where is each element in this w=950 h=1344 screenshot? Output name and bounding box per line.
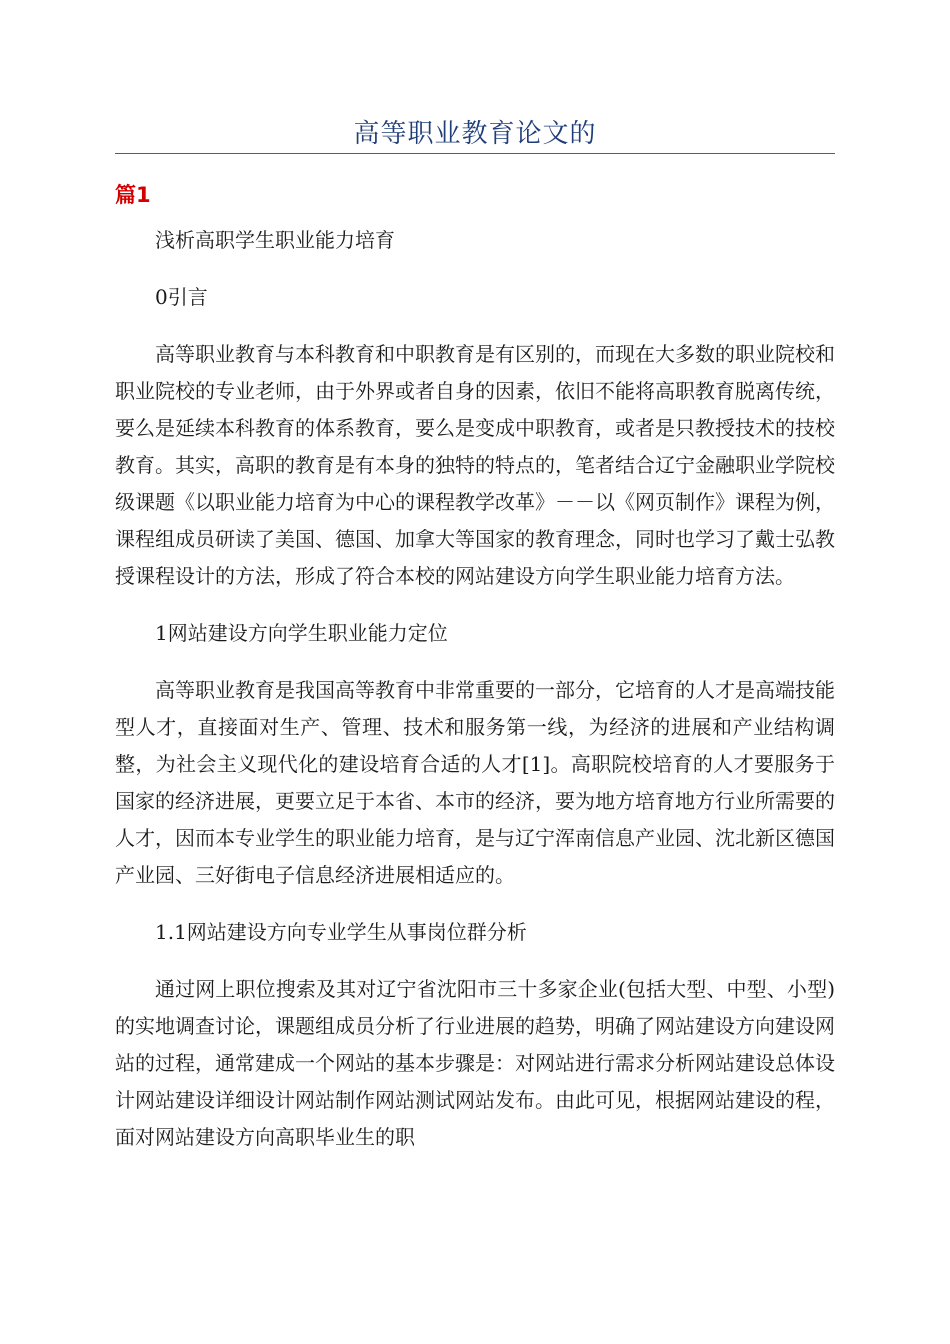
section1-paragraph: 高等职业教育是我国高等教育中非常重要的一部分，它培育的人才是高端技能型人才，直接面对生产、管理、技术和服务第一线，为经济的进展和产业结构调整，为社会主义现代化的建设培育合适的人才[1]。高职院校培育的人才要服务于国家的经济进展，更要立足于本省、本市的经济，要为地方培育地方行业所需要的人才，因而本专业学生的职业能力培育，是与辽宁浑南信息产业园、沈北新区德国产业园、三好街电子信息经济进展相适应的。: [115, 678, 835, 887]
intro-heading: 0引言: [155, 285, 208, 309]
section1-1-heading: 1.1网站建设方向专业学生从事岗位群分析: [155, 920, 527, 944]
article-title: 浅析高职学生职业能力培育: [155, 228, 395, 252]
intro-paragraph: 高等职业教育与本科教育和中职教育是有区别的，而现在大多数的职业院校和职业院校的专业老师，由于外界或者自身的因素，依旧不能将高职教育脱离传统，要么是延续本科教育的体系教育，要么是变成中职教育，或者是只教授技术的技校教育。其实，高职的教育是有本身的独特的特点的，笔者结合辽宁金融职业学院校级课题《以职业能力培育为中心的课程教学改革》－－以《网页制作》课程为例，课程组成员研读了美国、德国、加拿大等国家的教育理念，同时也学习了戴士弘教授课程设计的方法，形成了符合本校的网站建设方向学生职业能力培育方法。: [115, 342, 835, 588]
document-body: [115, 222, 835, 1176]
section-label: 篇1: [115, 183, 151, 207]
section1-1-paragraph: 通过网上职位搜索及其对辽宁省沈阳市三十多家企业(包括大型、中型、小型)的实地调查讨论，课题组成员分析了行业进展的趋势，明确了网站建设方向建设网站的过程，通常建成一个网站的基本步骤是：对网站进行需求分析网站建设总体设计网站建设详细设计网站制作网站测试网站发布。由此可见，根据网站建设的程，面对网站建设方向高职毕业生的职: [115, 977, 835, 1149]
section1-heading: 1网站建设方向学生职业能力定位: [155, 621, 448, 645]
document-title: 高等职业教育论文的: [353, 119, 597, 149]
title-divider: [115, 153, 835, 154]
